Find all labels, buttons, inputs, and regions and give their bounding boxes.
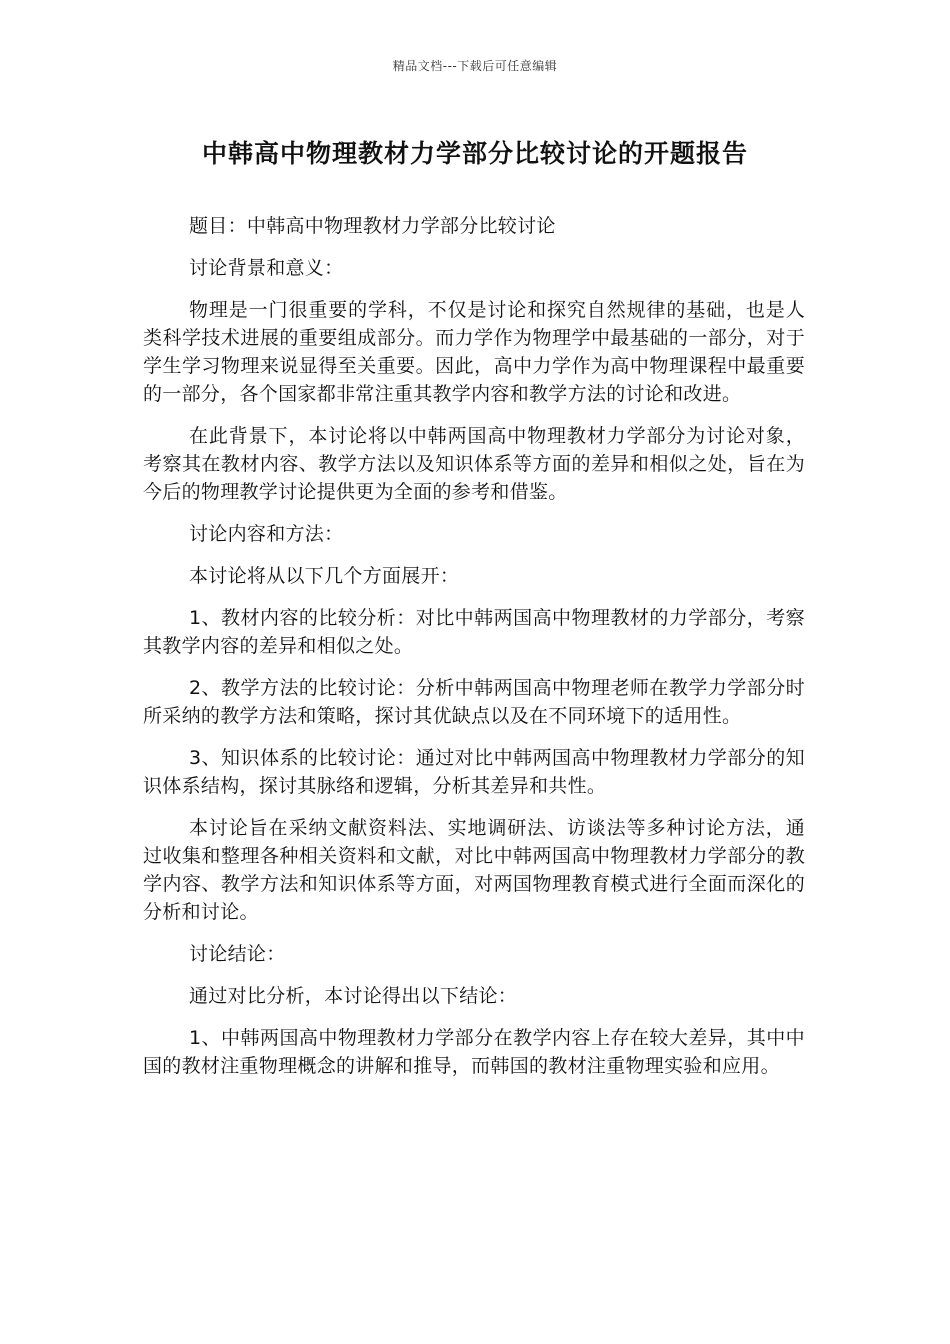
paragraph-methods: 本讨论旨在采纳文献资料法、实地调研法、访谈法等多种讨论方法，通过收集和整理各种相关资料和文献，对比中韩两国高中物理教材力学部分的教学内容、教学方法和知识体系等方面，对两国物理教育模式进行全面而深化的分析和讨论。 — [143, 817, 805, 923]
section-heading-background: 讨论背景和意义： — [189, 257, 344, 279]
list-item-knowledge-comparison: 3、知识体系的比较讨论：通过对比中韩两国高中物理教材力学部分的知识体系结构，探讨其脉络和逻辑，分析其差异和共性。 — [143, 747, 805, 797]
document-title: 中韩高中物理教材力学部分比较讨论的开题报告 — [201, 139, 748, 168]
list-item-conclusion-1: 1、中韩两国高中物理教材力学部分在教学内容上存在较大差异，其中中国的教材注重物理概念的讲解和推导，而韩国的教材注重物理实验和应用。 — [143, 1027, 805, 1077]
paragraph-conclusion-intro: 通过对比分析，本讨论得出以下结论： — [189, 985, 518, 1007]
paragraph-background-2: 在此背景下，本讨论将以中韩两国高中物理教材力学部分为讨论对象，考察其在教材内容、教学方法以及知识体系等方面的差异和相似之处，旨在为今后的物理教学讨论提供更为全面的参考和借鉴。 — [143, 425, 805, 503]
list-item-method-comparison: 2、教学方法的比较讨论：分析中韩两国高中物理老师在教学力学部分时所采纳的教学方法和策略，探讨其优缺点以及在不同环境下的适用性。 — [143, 677, 805, 727]
paragraph-background-1: 物理是一门很重要的学科，不仅是讨论和探究自然规律的基础，也是人类科学技术进展的重要组成部分。而力学作为物理学中最基础的一部分，对于学生学习物理来说显得至关重要。因此，高中力学作为高中物理课程中最重要的一部分，各个国家都非常注重其教学内容和教学方法的讨论和改进。 — [143, 299, 805, 405]
paragraph-intro-aspects: 本讨论将从以下几个方面展开： — [189, 565, 460, 587]
topic-line: 题目：中韩高中物理教材力学部分比较讨论 — [189, 215, 556, 237]
section-heading-content-method: 讨论内容和方法： — [189, 523, 344, 545]
section-heading-conclusion: 讨论结论： — [189, 943, 286, 965]
header-note: 精品文档---下载后可任意编辑 — [392, 59, 558, 73]
list-item-content-comparison: 1、教材内容的比较分析：对比中韩两国高中物理教材的力学部分，考察其教学内容的差异和相似之处。 — [143, 607, 805, 657]
document-body — [143, 212, 805, 1094]
